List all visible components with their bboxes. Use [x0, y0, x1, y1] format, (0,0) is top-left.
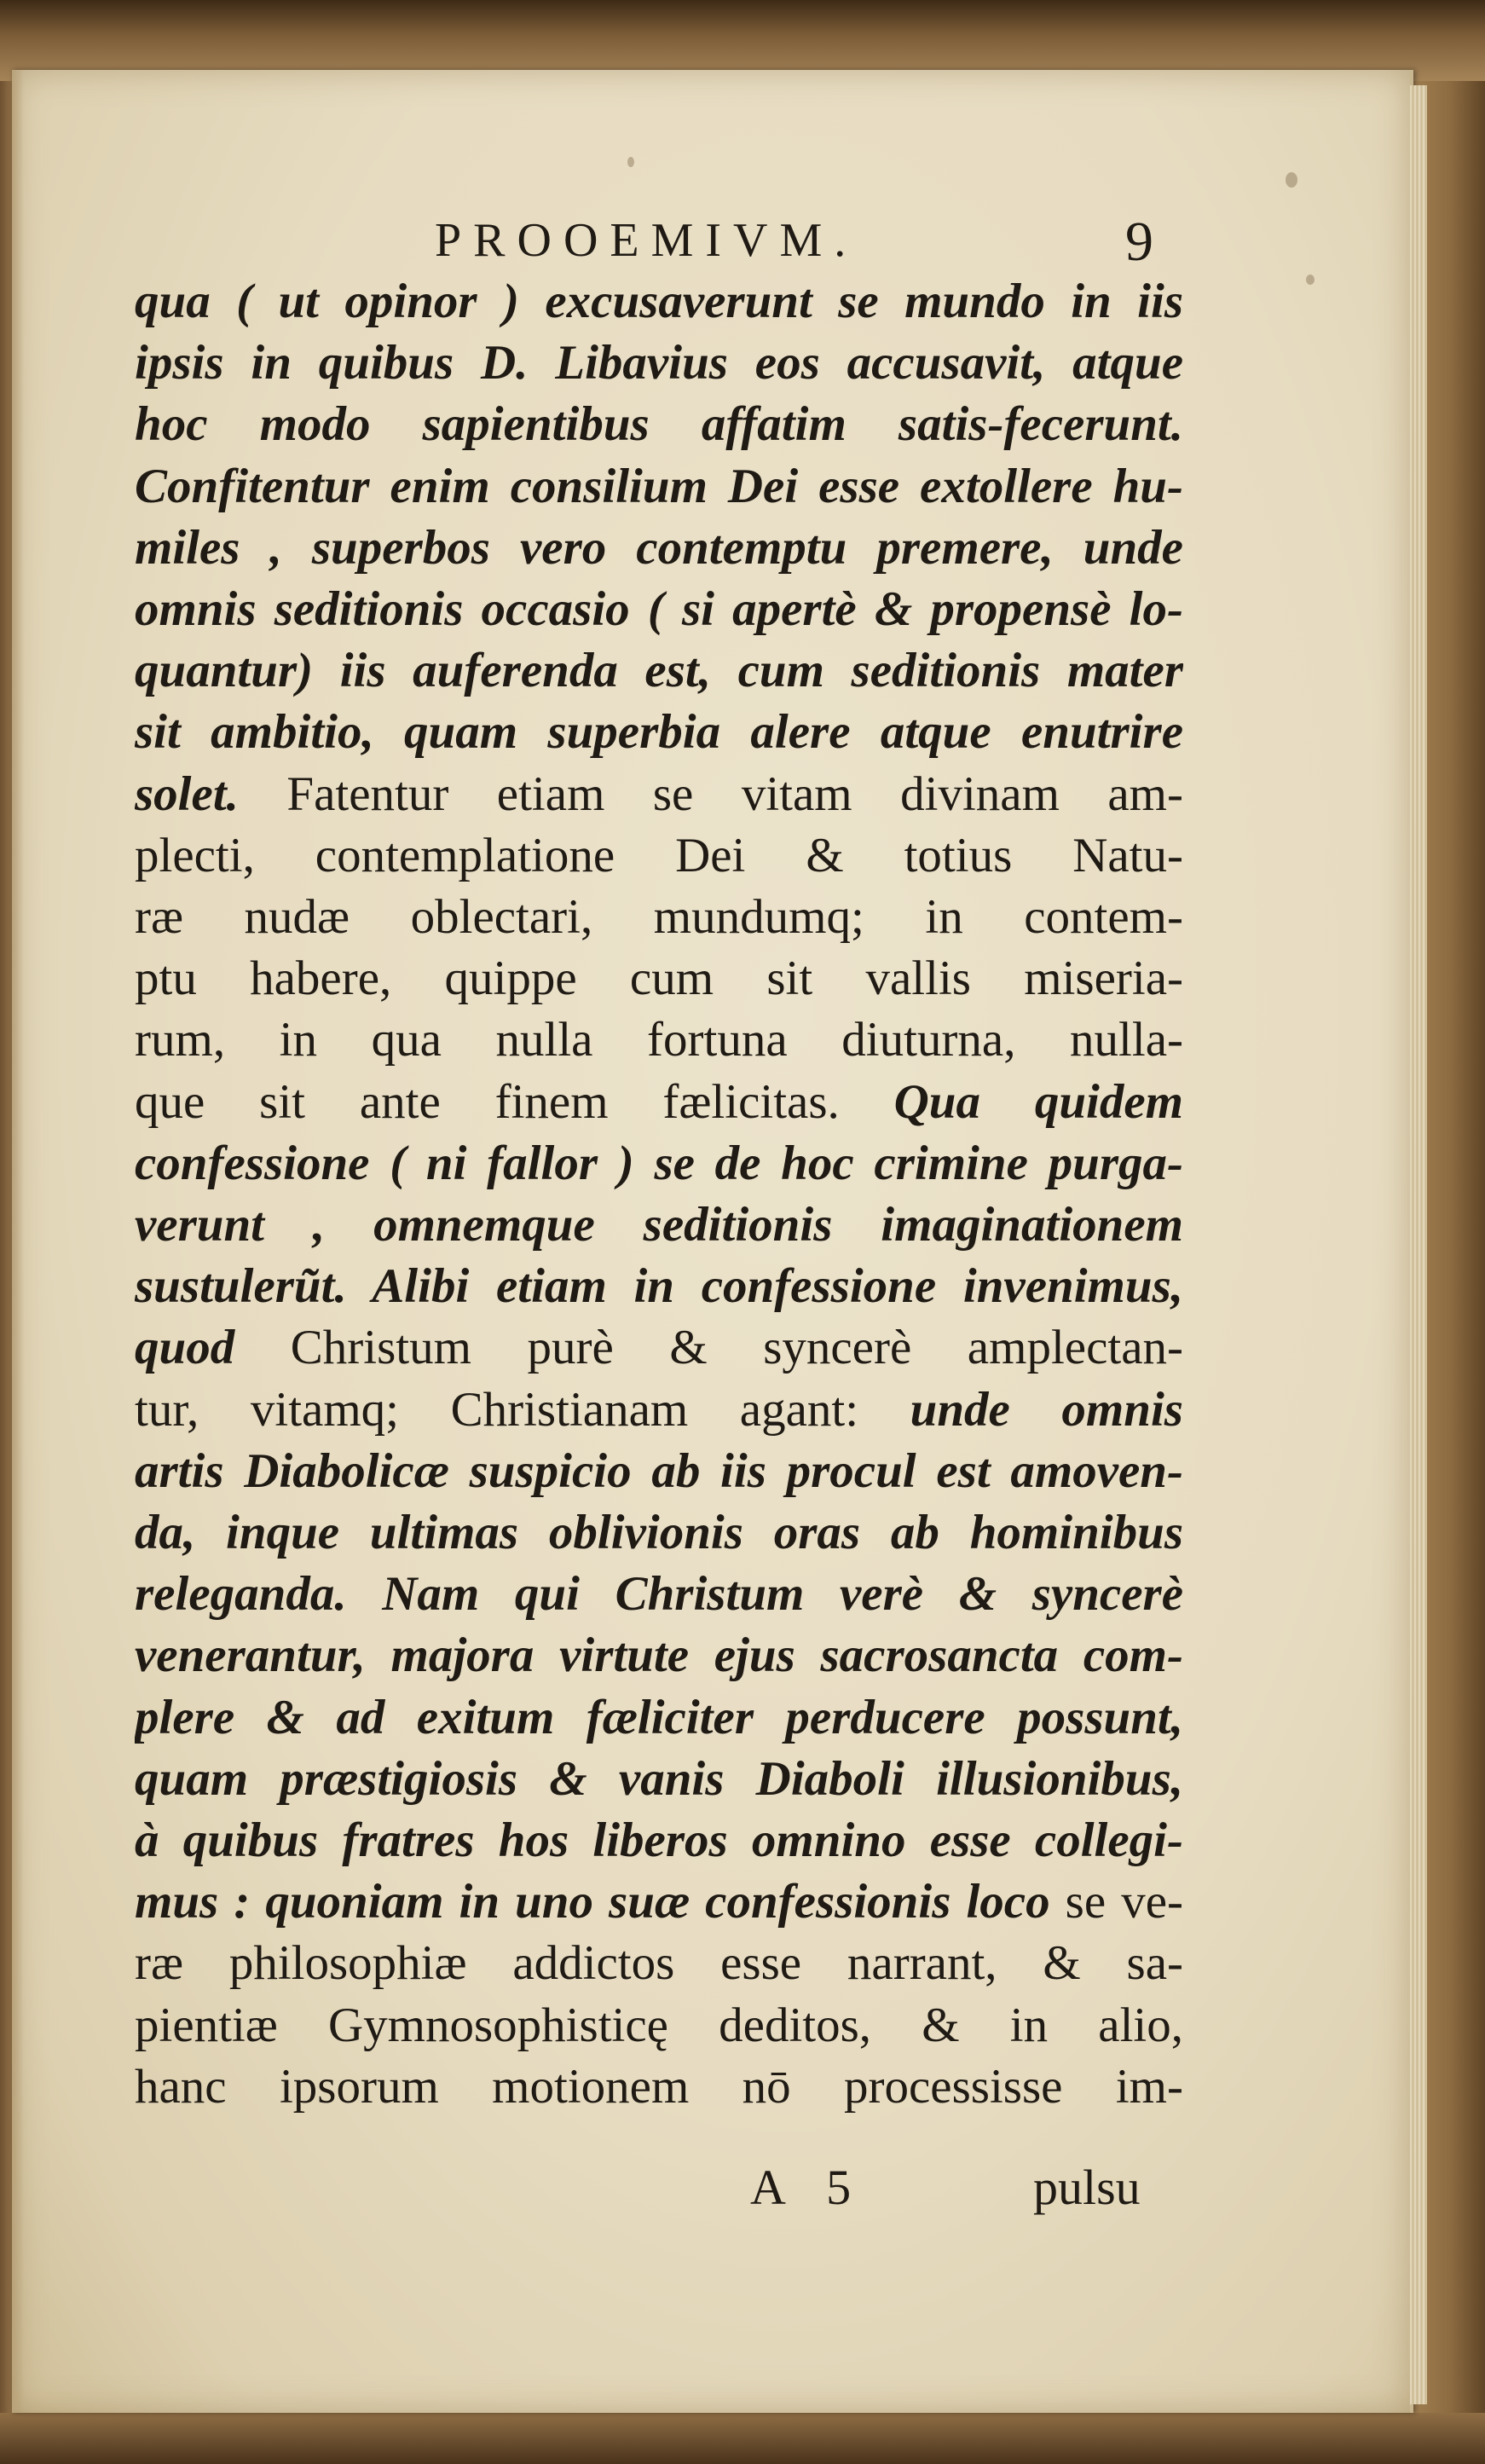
italic-text-segment: quod	[135, 1321, 291, 1375]
text-line	[135, 1564, 1183, 1625]
text-line	[135, 394, 1183, 455]
italic-text-segment: confessione ( ni fallor ) se de hoc crimine purga-	[135, 1136, 1183, 1190]
text-line	[135, 518, 1183, 579]
roman-text-segment: tur, vitamq; Christianam agant:	[135, 1382, 910, 1437]
italic-text-segment: Confitentur enim consilium Dei esse extollere hu-	[135, 459, 1183, 513]
italic-text-segment: solet.	[135, 766, 287, 821]
roman-text-segment: ræ nudæ oblectari, mundumq; in contem-	[135, 890, 1183, 944]
text-line	[135, 1009, 1183, 1071]
italic-text-segment: sustulerũt. Alibi etiam in confessione invenimus,	[135, 1259, 1183, 1314]
text-line	[135, 1072, 1183, 1133]
text-line	[135, 702, 1183, 763]
italic-text-segment: ipsis in quibus D. Libavius eos accusavit, atque	[135, 336, 1183, 390]
text-line	[135, 948, 1183, 1009]
text-line	[135, 1317, 1183, 1379]
signature-mark: A 5	[750, 2160, 867, 2215]
text-line	[135, 1687, 1183, 1749]
text-line	[135, 1933, 1183, 1994]
italic-text-segment: artis Diabolicæ suspicio ab iis procul est amoven-	[135, 1443, 1183, 1498]
text-line	[135, 333, 1183, 394]
italic-text-segment: Qua quidem	[893, 1074, 1183, 1129]
text-line	[135, 1256, 1183, 1317]
text-line	[135, 456, 1183, 518]
italic-text-segment: hoc modo sapientibus affatim satis-fecerunt.	[135, 397, 1183, 452]
text-line	[135, 1441, 1183, 1502]
text-line	[135, 1995, 1183, 2056]
catchword: pulsu	[1033, 2160, 1141, 2215]
text-line	[135, 1379, 1183, 1441]
roman-text-segment: que sit ante finem fælicitas.	[135, 1074, 894, 1129]
roman-text-segment: ræ philosophiæ addictos esse narrant, & sa-	[135, 1936, 1183, 1991]
italic-text-segment: plere & ad exitum fæliciter perducere possunt,	[135, 1690, 1183, 1744]
text-line	[135, 1871, 1183, 1933]
italic-text-segment: releganda. Nam qui Christum verè & syncerè	[135, 1567, 1183, 1622]
text-line	[135, 271, 1183, 333]
text-line	[135, 1810, 1183, 1871]
italic-text-segment: quantur) iis auferenda est, cum seditionis mater	[135, 644, 1183, 698]
italic-text-segment: mus : quoniam in uno suæ confessionis loco	[135, 1875, 1066, 1929]
roman-text-segment: se ve-	[1065, 1875, 1183, 1929]
roman-text-segment: rum, in qua nulla fortuna diuturna, nulla-	[135, 1013, 1183, 1067]
text-line	[135, 579, 1183, 640]
text-line	[135, 887, 1183, 948]
text-line	[135, 2056, 1183, 2118]
italic-text-segment: quam præstigiosis & vanis Diaboli illusionibus,	[135, 1751, 1183, 1806]
text-line	[135, 1625, 1183, 1686]
italic-text-segment: à quibus fratres hos liberos omnino esse collegi-	[135, 1813, 1183, 1867]
roman-text-segment: hanc ipsorum motionem nō processisse im-	[135, 2059, 1183, 2114]
italic-text-segment: qua ( ut opinor ) excusaverunt se mundo in iis	[135, 275, 1183, 328]
italic-text-segment: venerantur, majora virtute ejus sacrosancta com-	[135, 1628, 1183, 1683]
roman-text-segment: ptu habere, quippe cum sit vallis miseria-	[135, 951, 1183, 1006]
text-line	[135, 1502, 1183, 1564]
roman-text-segment: Fatentur etiam se vitam divinam am-	[286, 766, 1183, 821]
text-line	[135, 825, 1183, 887]
text-line	[135, 1749, 1183, 1810]
roman-text-segment: plecti, contemplatione Dei & totius Natu-	[135, 828, 1183, 882]
italic-text-segment: miles , superbos vero contemptu premere, unde	[135, 520, 1183, 575]
text-line	[135, 640, 1183, 702]
italic-text-segment: sit ambitio, quam superbia alere atque enutrire	[135, 705, 1183, 760]
italic-text-segment: omnis seditionis occasio ( si apertè & propensè lo-	[135, 582, 1183, 636]
text-line	[135, 1194, 1183, 1256]
running-title: PROOEMIVM.	[435, 214, 858, 267]
text-line	[135, 764, 1183, 825]
page-number: 9	[1125, 211, 1153, 273]
text-line	[135, 1133, 1183, 1194]
roman-text-segment: pientiæ Gymnosophisticę deditos, & in alio,	[135, 1998, 1183, 2052]
roman-text-segment: Christum purè & syncerè amplectan-	[290, 1321, 1183, 1375]
italic-text-segment: da, inque ultimas oblivionis oras ab hominibus	[135, 1506, 1183, 1559]
italic-text-segment: unde omnis	[910, 1382, 1183, 1437]
italic-text-segment: verunt , omnemque seditionis imaginationem	[135, 1198, 1183, 1252]
